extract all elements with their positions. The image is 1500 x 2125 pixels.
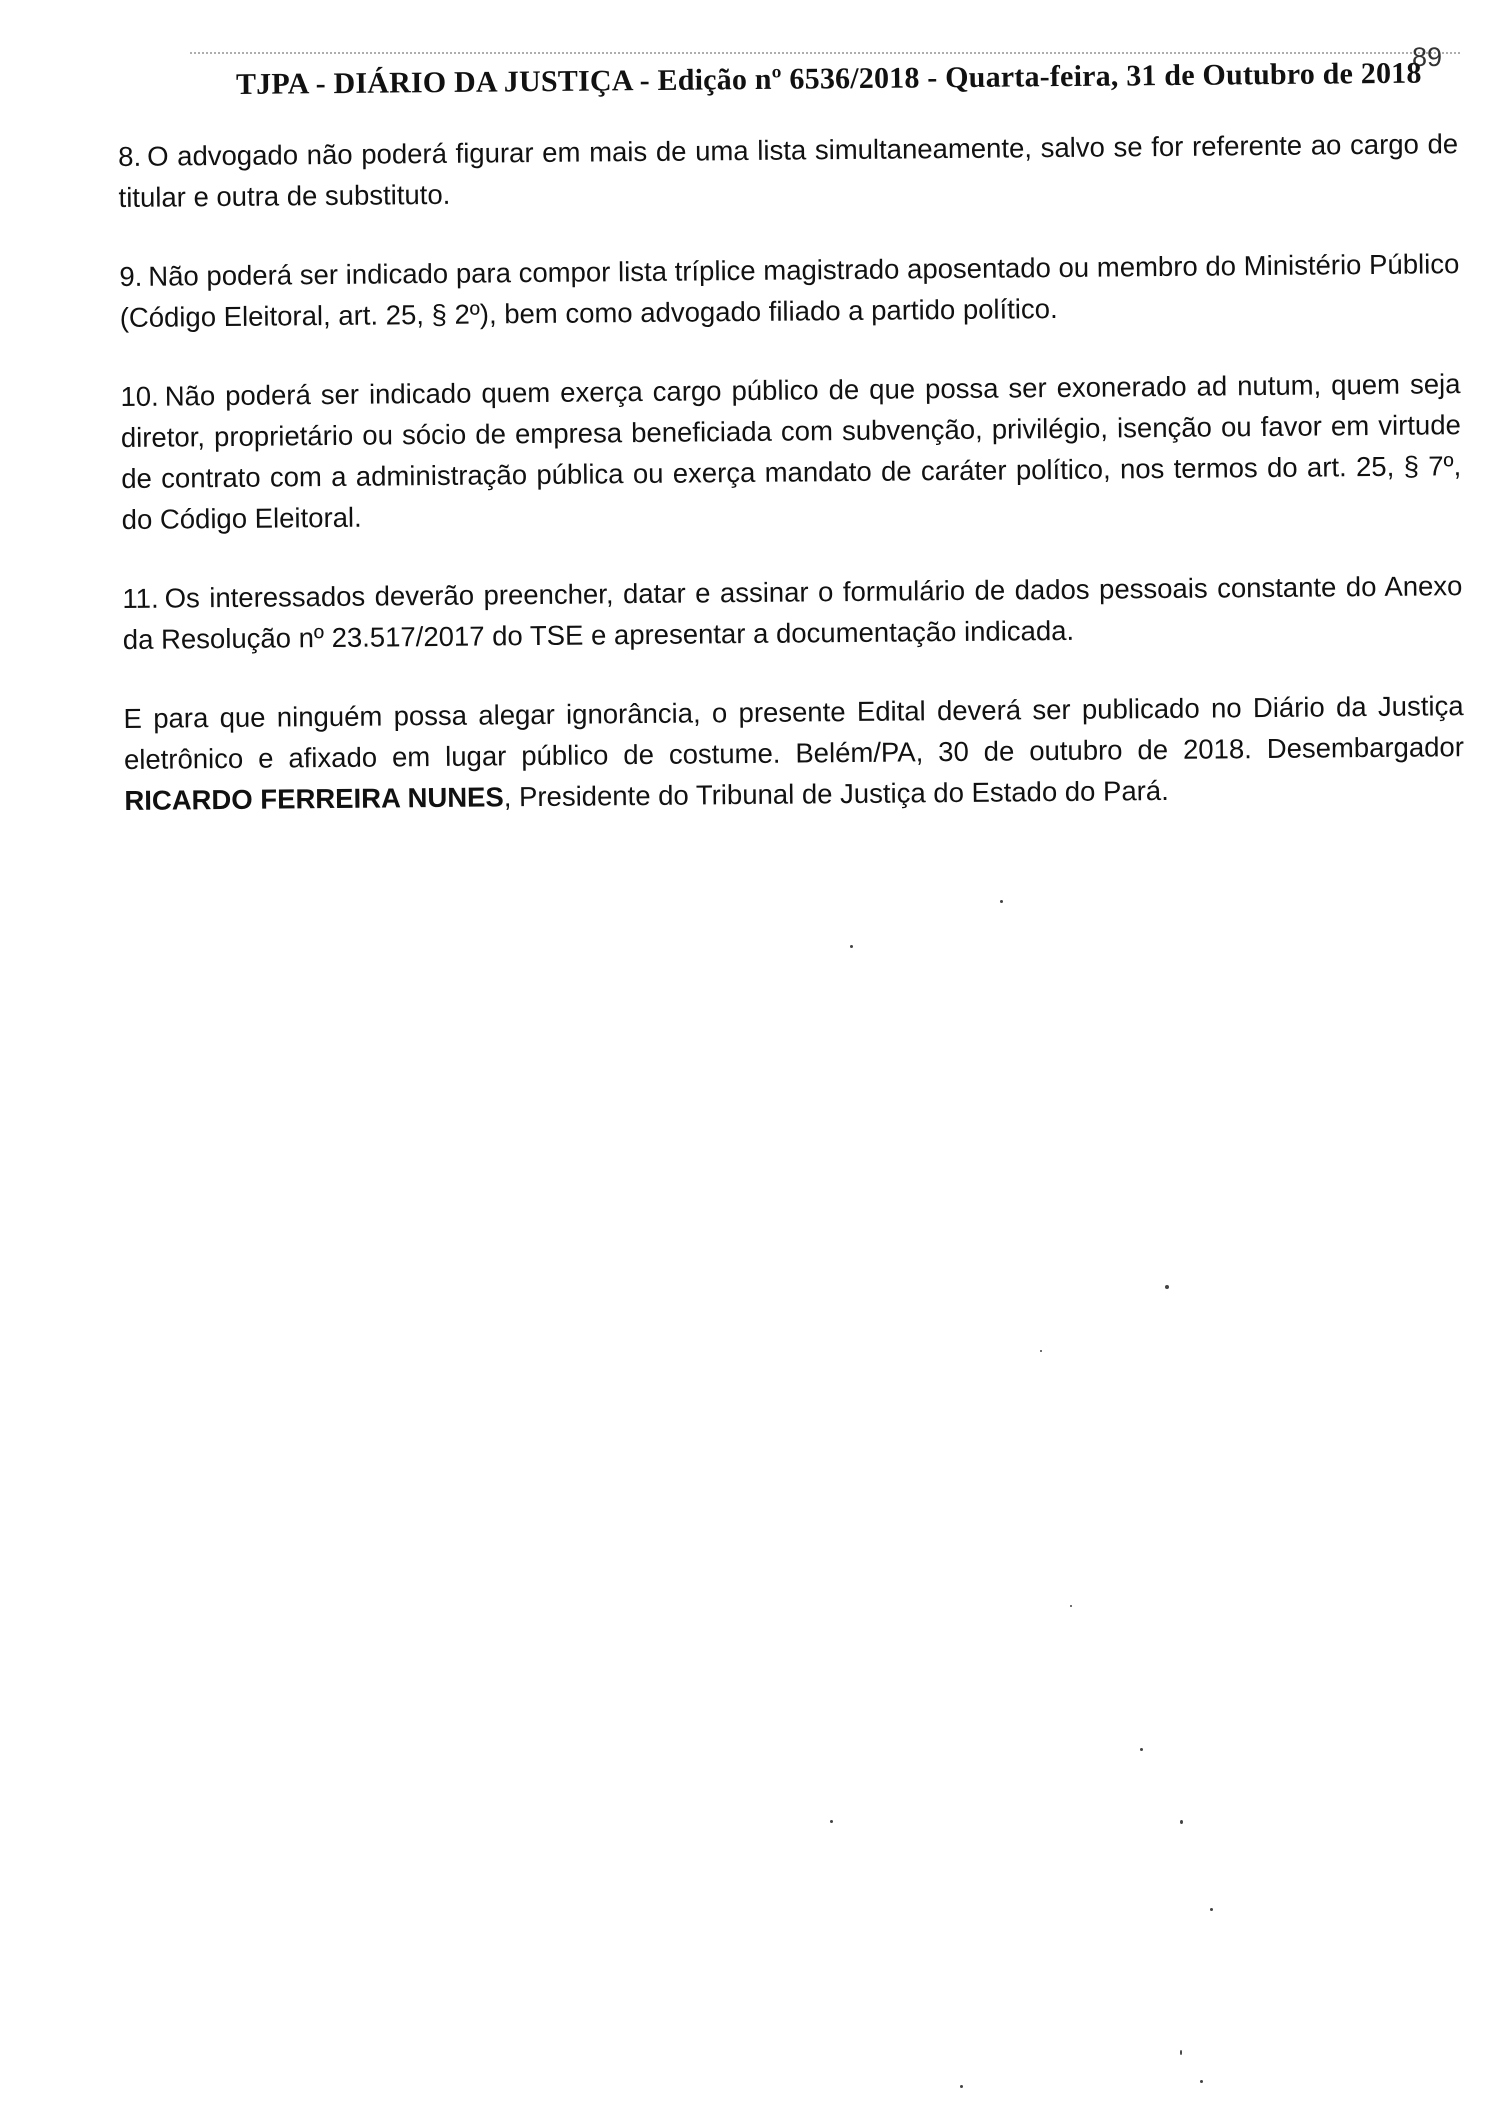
paragraph-item-11 xyxy=(122,565,1463,660)
scan-speck xyxy=(1040,1350,1042,1352)
paragraph-number: 9. xyxy=(119,260,143,292)
paragraph-item-8 xyxy=(118,123,1459,218)
paragraph-text: O advogado não poderá figurar em mais de uma lista simultaneamente, salvo se for referente ao cargo de titular e outra de substituto. xyxy=(118,128,1459,213)
closing-paragraph xyxy=(123,685,1464,821)
scan-speck xyxy=(1200,2080,1203,2083)
scan-speck xyxy=(1180,1820,1183,1824)
signer-name: RICARDO FERREIRA NUNES xyxy=(124,781,504,816)
page-number: 89 xyxy=(1412,42,1443,72)
paragraph-text: Não poderá ser indicado quem exerça cargo público de que possa ser exonerado ad nutum, quem seja diretor, proprietário ou sócio de empresa beneficiada com subvenção, privilégio, isenção ou favor em virtude de contrato com a administração pública ou exerça mandato de caráter político, nos termos do art. 25, § 7º, do Código Eleitoral. xyxy=(120,368,1462,535)
paragraph-number: 11. xyxy=(122,582,159,614)
scan-speck xyxy=(960,2085,963,2088)
scan-speck xyxy=(850,945,853,948)
header-rule xyxy=(190,52,1460,54)
scan-speck xyxy=(1000,900,1003,903)
scan-speck xyxy=(1210,1908,1213,1911)
scan-speck xyxy=(1180,2050,1182,2055)
paragraph-text: Os interessados deverão preencher, datar e assinar o formulário de dados pessoais constante do Anexo da Resolução nº 23.517/2017 do TSE e apresentar a documentação indicada. xyxy=(122,570,1463,655)
journal-header: TJPA - DIÁRIO DA JUSTIÇA - Edição nº 6536/2018 - Quarta-feira, 31 de Outubro de 2018 xyxy=(235,56,1422,101)
paragraph-text: Não poderá ser indicado para compor lista tríplice magistrado aposentado ou membro do Ministério Público (Código Eleitoral, art. 25, § 2º), bem como advogado filiado a partido político. xyxy=(119,248,1460,333)
paragraph-item-9 xyxy=(119,243,1460,338)
signer-role: , Presidente do Tribunal de Justiça do Estado do Pará. xyxy=(503,774,1169,813)
scan-speck xyxy=(830,1820,833,1823)
paragraph-number: 8. xyxy=(118,140,142,172)
scan-speck xyxy=(1140,1748,1143,1751)
scan-speck xyxy=(1165,1285,1169,1289)
scan-speck xyxy=(1070,1605,1072,1607)
paragraph-item-10 xyxy=(120,363,1462,540)
paragraph-number: 10. xyxy=(120,380,159,412)
closing-intro: E para que ninguém possa alegar ignorância, o presente Edital deverá ser publicado no Diário da Justiça eletrônico e afixado em lugar público de costume. Belém/PA, 30 de outubro de 2018. Desembargador xyxy=(123,690,1465,775)
document-body xyxy=(118,123,1465,859)
